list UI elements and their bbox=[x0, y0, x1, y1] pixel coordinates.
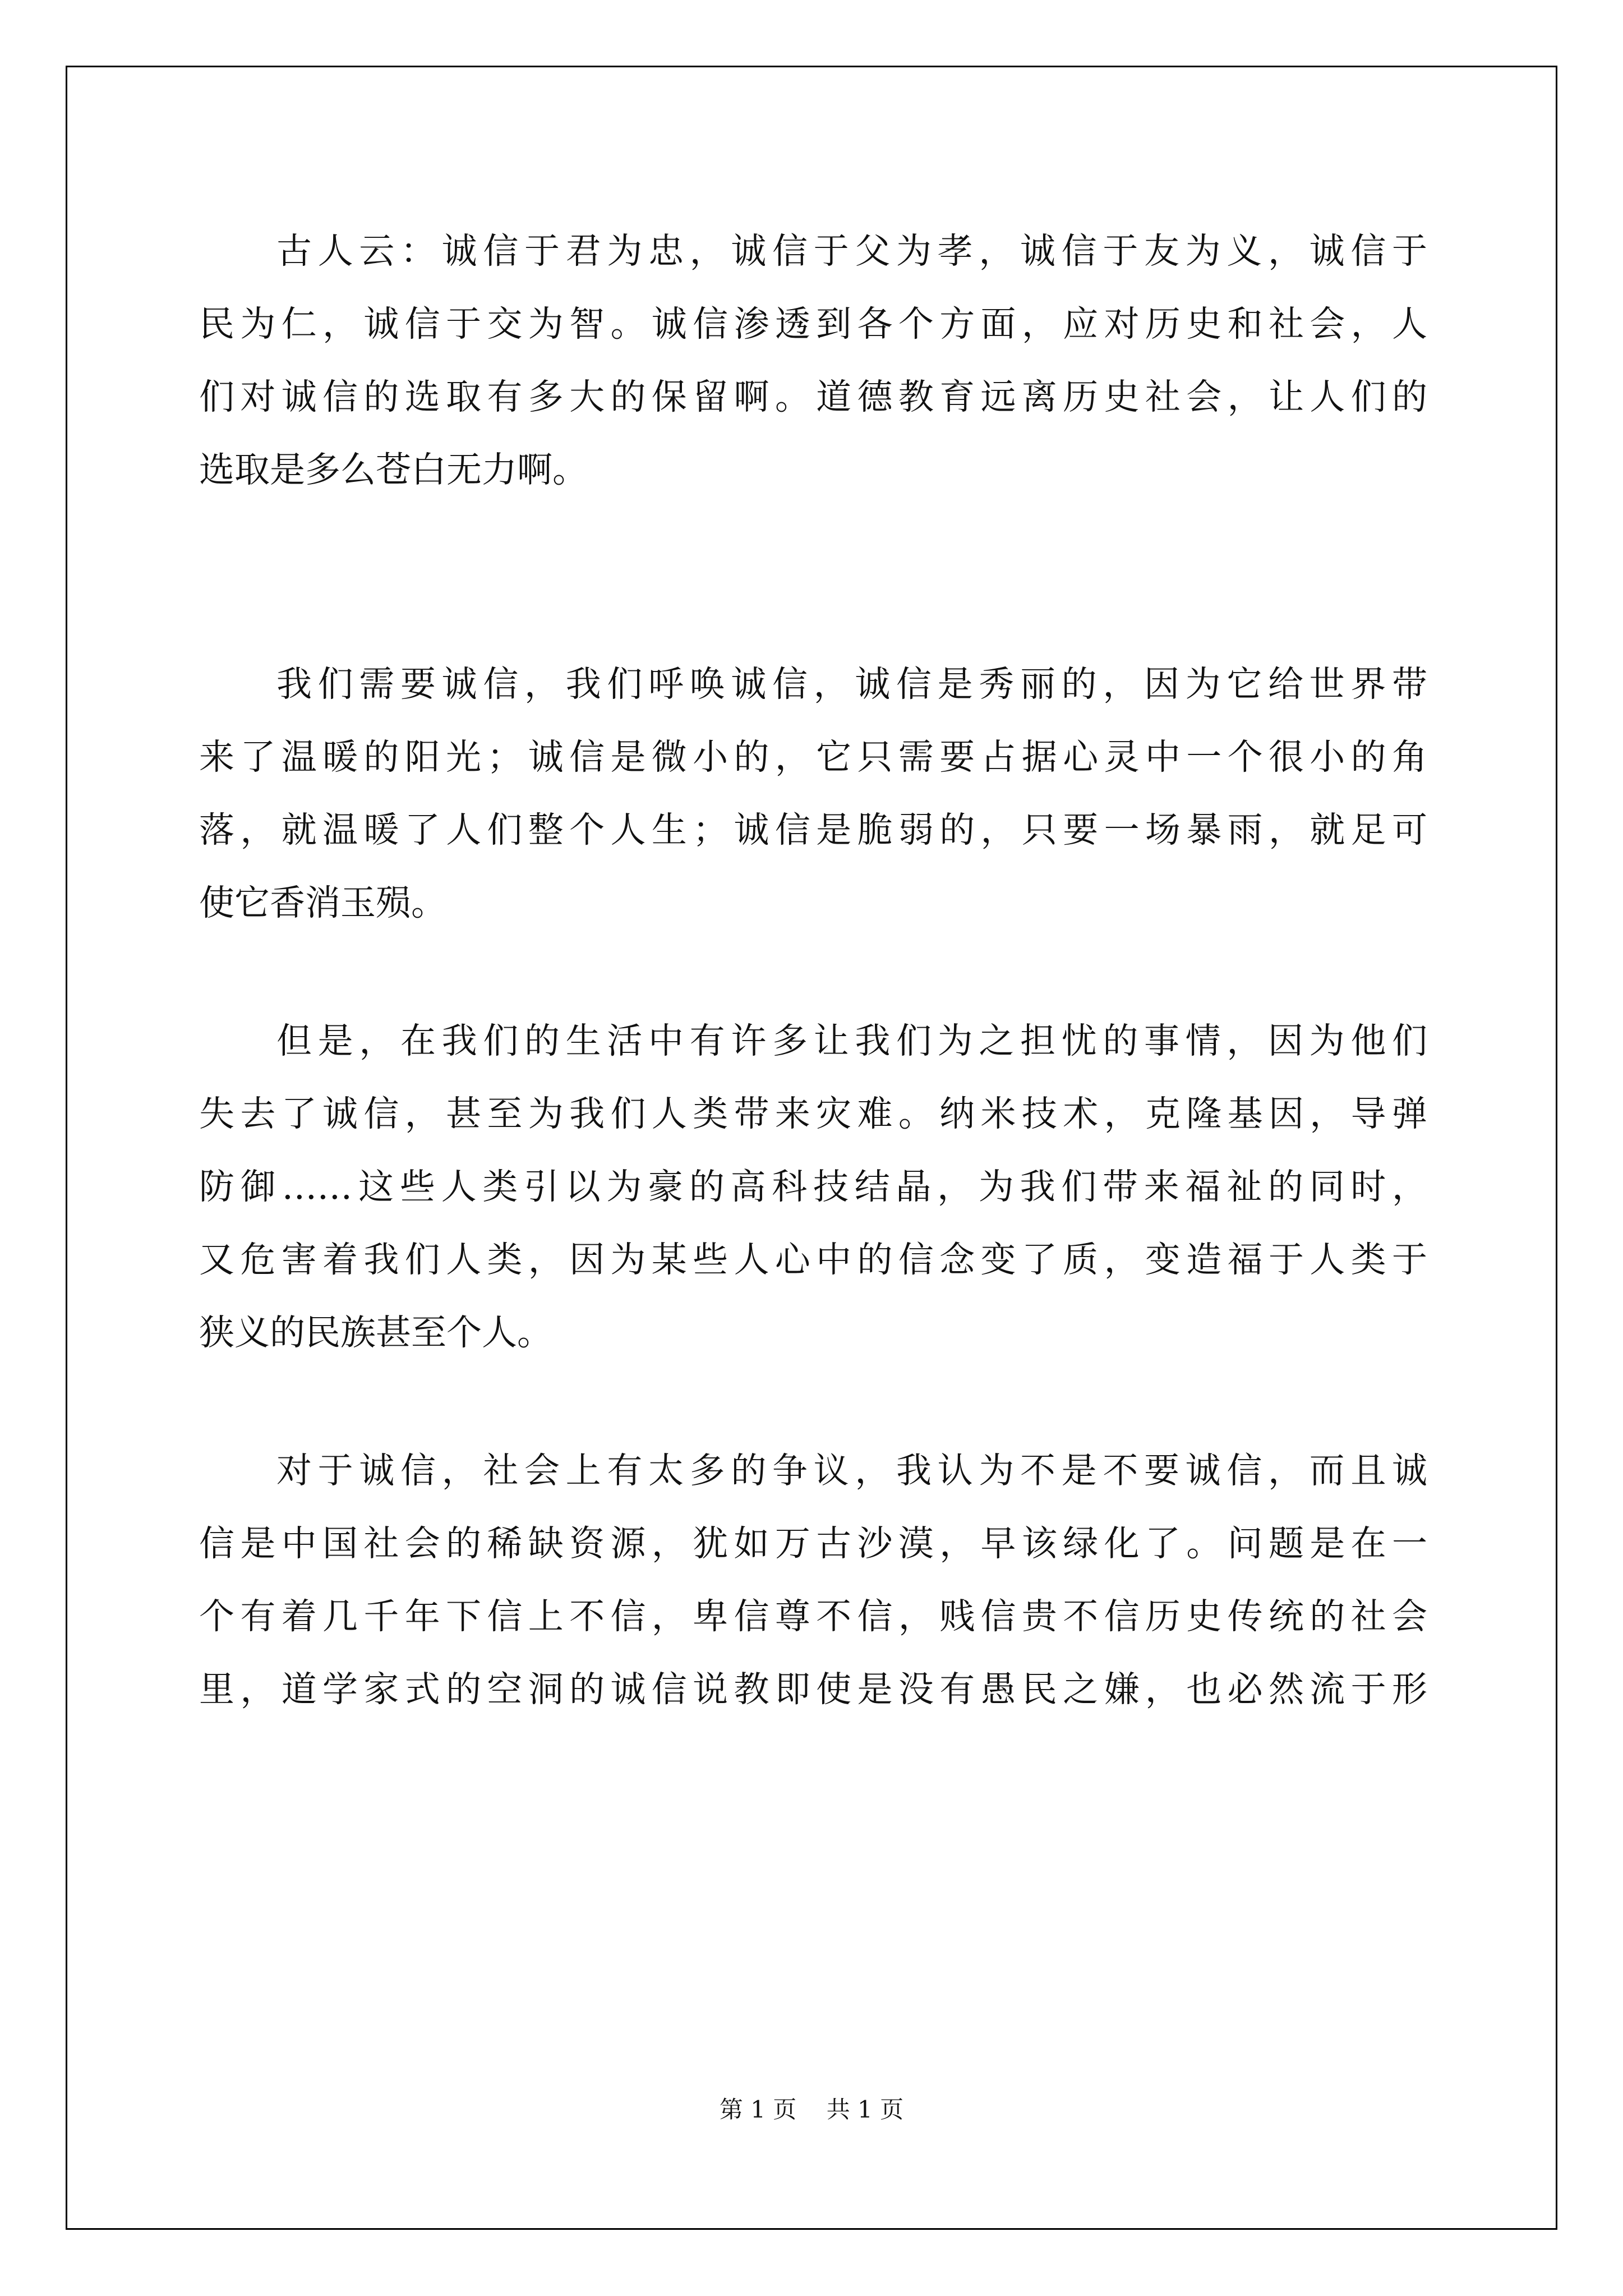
paragraph-3-line-4: 又危害着我们人类，因为某些人心中的信念变了质，变造福于人类于 bbox=[199, 1239, 1427, 1280]
paragraph-3-line-1: 但是，在我们的生活中有许多让我们为之担忧的事情，因为他们 bbox=[276, 1020, 1427, 1061]
paragraph-3-line-5: 狭义的民族甚至个人。 bbox=[199, 1312, 552, 1353]
paragraph-2-line-4: 使它香消玉殒。 bbox=[199, 882, 446, 923]
paragraph-4-line-4: 里，道学家式的空洞的诚信说教即使是没有愚民之嫌，也必然流于形 bbox=[199, 1669, 1427, 1710]
paragraph-2-line-1: 我们需要诚信，我们呼唤诚信，诚信是秀丽的，因为它给世界带 bbox=[276, 664, 1427, 705]
paragraph-3-line-2: 失去了诚信，甚至为我们人类带来灾难。纳米技术，克隆基因，导弹 bbox=[199, 1093, 1427, 1134]
paragraph-1-line-2: 民为仁，诚信于交为智。诚信渗透到各个方面，应对历史和社会，人 bbox=[199, 303, 1427, 344]
paragraph-2-line-3: 落，就温暖了人们整个人生；诚信是脆弱的，只要一场暴雨，就足可 bbox=[199, 809, 1427, 850]
paragraph-2-line-2: 来了温暖的阳光；诚信是微小的，它只需要占据心灵中一个很小的角 bbox=[199, 737, 1427, 777]
paragraph-1-line-4: 选取是多么苍白无力啊。 bbox=[199, 449, 588, 490]
paragraph-1-line-3: 们对诚信的选取有多大的保留啊。道德教育远离历史社会，让人们的 bbox=[199, 376, 1427, 417]
paragraph-1-line-1: 古人云：诚信于君为忠，诚信于父为孝，诚信于友为义，诚信于 bbox=[276, 231, 1427, 272]
page-number-footer: 第 1 页 共 1 页 bbox=[719, 2096, 904, 2123]
paragraph-4-line-3: 个有着几千年下信上不信，卑信尊不信，贱信贵不信历史传统的社会 bbox=[199, 1596, 1427, 1637]
paragraph-3-line-3: 防御……这些人类引以为豪的高科技结晶，为我们带来福祉的同时， bbox=[199, 1166, 1427, 1207]
paragraph-4-line-1: 对于诚信，社会上有太多的争议，我认为不是不要诚信，而且诚 bbox=[276, 1450, 1427, 1491]
paragraph-4-line-2: 信是中国社会的稀缺资源，犹如万古沙漠，早该绿化了。问题是在一 bbox=[199, 1523, 1427, 1564]
